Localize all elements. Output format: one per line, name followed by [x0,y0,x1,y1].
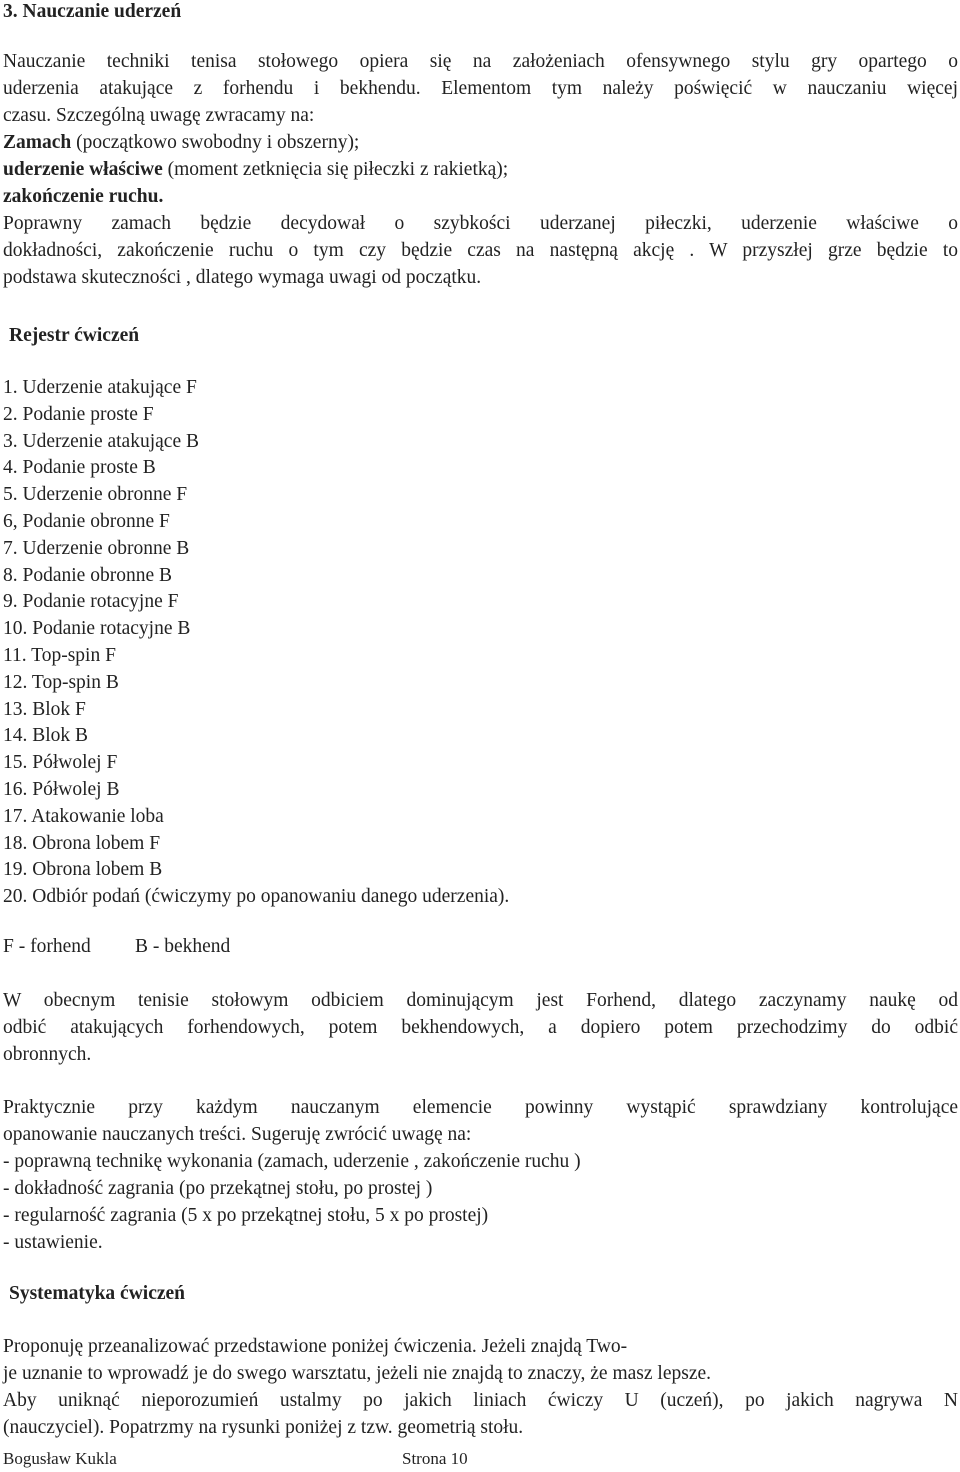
exercise-item: 4. Podanie proste B [3,457,156,479]
intro-line-1: Nauczanie techniki tenisa stołowego opiera się na założeniach ofensywnego stylu gry opartego o [3,51,958,72]
exercise-item: 20. Odbiór podań (ćwiczymy po opanowaniu danego uderzenia). [3,886,510,908]
intro-uderzenie: uderzenie właściwe (moment zetknięcia się piłeczki z rakietką); [3,159,509,180]
exercise-item: 13. Blok F [3,698,86,720]
exercise-item: 18. Obrona lobem F [3,832,161,854]
section-title: 3. Nauczanie uderzeń [3,1,182,22]
exercise-item: 7. Uderzenie obronne B [3,537,190,559]
intro-line-3: czasu. Szczególną uwagę zwracamy na: [3,105,315,126]
p5-line-2: je uznanie to wprowadź je do swego warsztatu, jeżeli nie znajdą to znaczy, że masz lepsze. [3,1363,711,1384]
intro-zakonczenie: zakończenie ruchu. [3,186,164,207]
exercise-item: 6, Podanie obronne F [3,511,170,532]
exercise-item: 9. Podanie rotacyjne F [3,591,179,613]
legend-forhend: F - forhend [3,936,91,957]
intro-p2-line-1: Poprawny zamach będzie decydował o szybkości uderzanej piłeczki, uderzenie właściwe o [3,213,958,234]
p4-line-1: Praktycznie przy każdym nauczanym elemencie powinny wystąpić sprawdziany kontrolujące [3,1097,958,1118]
exercise-item: 5. Uderzenie obronne F [3,484,188,506]
exercise-item: 8. Podanie obronne B [3,564,172,586]
intro-p2-line-2: dokładności, zakończenie ruchu o tym czy będzie czas na następną akcję . W przyszłej grze będzie to [3,240,958,261]
p4-bullet-2: - dokładność zagrania (po przekątnej stołu, po prostej ) [3,1178,433,1199]
intro-line-2: uderzenia atakujące z forhendu i bekhendu. Elementom tym należy poświęcić w nauczaniu więcej [3,78,958,99]
intro-p2-line-3: podstawa skuteczności , dlatego wymaga uwagi od początku. [3,267,482,288]
exercise-item: 12. Top-spin B [3,671,119,693]
exercise-item: 1. Uderzenie atakujące F [3,377,197,398]
legend-bekhend: B - bekhend [135,936,231,957]
p5-line-3: Aby uniknąć nieporozumień ustalmy po jakich liniach ćwiczy U (uczeń), po jakich nagrywa N [3,1390,958,1411]
footer-author: Bogusław Kukla [3,1449,117,1468]
p4-bullet-4: - ustawienie. [3,1232,103,1253]
exercise-item: 2. Podanie proste F [3,403,154,425]
exercise-item: 17. Atakowanie loba [3,805,164,827]
exercise-item: 15. Półwolej F [3,752,118,774]
p5-line-4: (nauczyciel). Popatrzmy na rysunki poniżej z tzw. geometrią stołu. [3,1417,524,1438]
systematics-title: Systematyka ćwiczeń [9,1283,186,1304]
p4-bullet-1: - poprawną technikę wykonania (zamach, uderzenie , zakończenie ruchu ) [3,1151,581,1172]
exercise-item: 16. Półwolej B [3,779,120,800]
footer-page-number: Strona 10 [402,1449,468,1468]
p4-bullet-3: - regularność zagrania (5 x po przekątnej stołu, 5 x po prostej) [3,1205,489,1226]
exercise-item: 10. Podanie rotacyjne B [3,618,191,640]
p3-line-1: W obecnym tenisie stołowym odbiciem dominującym jest Forhend, dlatego zaczynamy naukę od [3,990,958,1011]
exercise-item: 19. Obrona lobem B [3,859,163,881]
exercise-item: 3. Uderzenie atakujące B [3,430,199,452]
p4-line-2: opanowanie nauczanych treści. Sugeruję zwrócić uwagę na: [3,1124,472,1145]
exercise-item: 11. Top-spin F [3,645,116,666]
p5-line-1: Proponuję przeanalizować przedstawione poniżej ćwiczenia. Jeżeli znajdą Two- [3,1336,628,1357]
exercise-item: 14. Blok B [3,725,89,747]
intro-zamach: Zamach (początkowo swobodny i obszerny); [3,132,360,153]
register-title: Rejestr ćwiczeń [9,325,140,346]
p3-line-2: odbić atakujących forhendowych, potem bekhendowych, a dopiero potem przechodzimy do odbić [3,1017,958,1038]
p3-line-3: obronnych. [3,1044,92,1065]
